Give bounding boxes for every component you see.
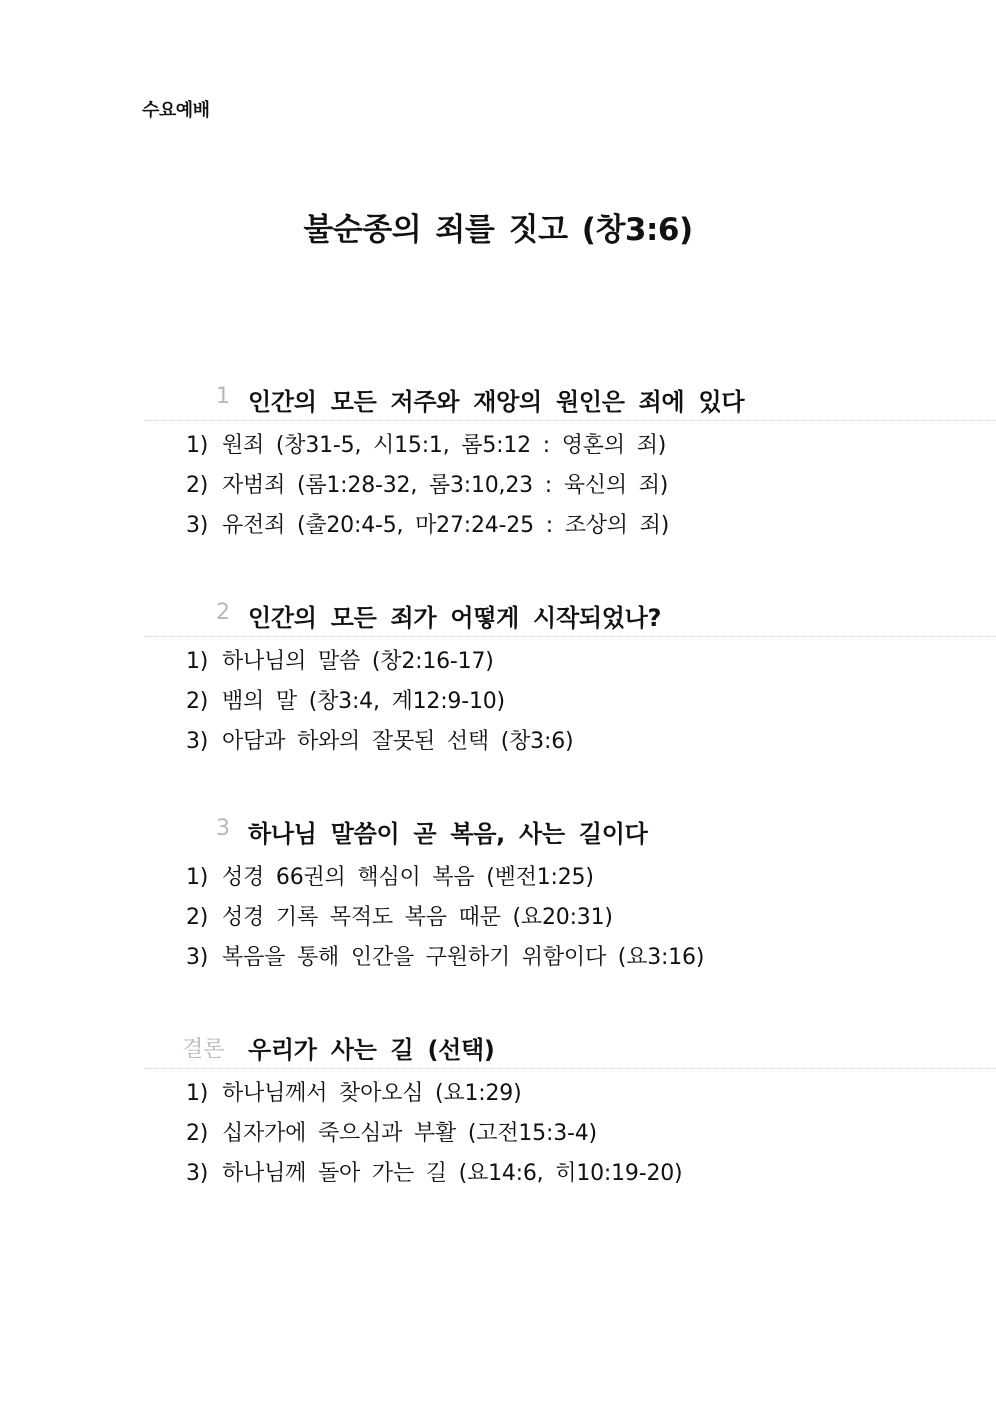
list-item xyxy=(186,426,669,466)
section-number: 1 xyxy=(216,384,230,409)
item-text: 아담과 하와의 잘못된 선택 (창3:6) xyxy=(222,729,574,754)
item-number: 1) xyxy=(186,649,209,674)
item-text: 하나님의 말씀 (창2:16-17) xyxy=(222,649,494,674)
item-number: 2) xyxy=(186,1121,209,1146)
item-number: 3) xyxy=(186,513,209,538)
section-items xyxy=(186,426,669,546)
item-number: 1) xyxy=(186,433,209,458)
item-text: 복음을 통해 인간을 구원하기 위함이다 (요3:16) xyxy=(222,945,705,970)
section-divider xyxy=(144,636,996,637)
item-text: 성경 기록 목적도 복음 때문 (요20:31) xyxy=(222,905,613,930)
list-item xyxy=(186,506,669,546)
section-items xyxy=(186,1074,682,1194)
item-text: 유전죄 (출20:4-5, 마27:24-25 : 조상의 죄) xyxy=(222,513,670,538)
item-number: 1) xyxy=(186,1081,209,1106)
list-item xyxy=(186,642,573,682)
list-item xyxy=(186,898,704,938)
header-label: 수요예배 xyxy=(142,100,210,121)
item-number: 1) xyxy=(186,865,209,890)
section-heading xyxy=(0,378,996,418)
item-text: 자범죄 (롬1:28-32, 롬3:10,23 : 육신의 죄) xyxy=(222,473,669,498)
section-number: 결론 xyxy=(182,1037,225,1062)
section-3 xyxy=(0,810,996,970)
list-item xyxy=(186,1114,682,1154)
item-number: 3) xyxy=(186,1161,209,1186)
section-divider xyxy=(144,1068,996,1069)
item-text: 십자가에 죽으심과 부활 (고전15:3-4) xyxy=(222,1121,597,1146)
item-text: 뱀의 말 (창3:4, 계12:9-10) xyxy=(222,689,505,714)
list-item xyxy=(186,682,573,722)
list-item xyxy=(186,466,669,506)
section-items xyxy=(186,858,704,978)
section-items xyxy=(186,642,573,762)
section-conclusion xyxy=(0,1026,996,1186)
section-divider xyxy=(144,420,996,421)
section-number: 2 xyxy=(216,600,230,625)
item-text: 하나님께서 찾아오심 (요1:29) xyxy=(222,1081,522,1106)
item-number: 2) xyxy=(186,689,209,714)
section-title: 우리가 사는 길 (선택) xyxy=(248,1036,495,1064)
section-heading xyxy=(0,1026,996,1066)
list-item xyxy=(186,858,704,898)
section-heading xyxy=(0,810,996,850)
item-text: 하나님께 돌아 가는 길 (요14:6, 히10:19-20) xyxy=(222,1161,683,1186)
section-1 xyxy=(0,378,996,538)
list-item xyxy=(186,1074,682,1114)
item-text: 성경 66권의 핵심이 복음 (벧전1:25) xyxy=(222,865,594,890)
item-number: 2) xyxy=(186,473,209,498)
section-2 xyxy=(0,594,996,754)
list-item xyxy=(186,722,573,762)
section-heading xyxy=(0,594,996,634)
section-title: 인간의 모든 죄가 어떻게 시작되었나? xyxy=(248,604,662,632)
item-text: 원죄 (창31-5, 시15:1, 롬5:12 : 영혼의 죄) xyxy=(222,433,667,458)
page-title: 불순종의 죄를 짓고 (창3:6) xyxy=(303,212,693,248)
list-item xyxy=(186,1154,682,1194)
item-number: 3) xyxy=(186,729,209,754)
item-number: 2) xyxy=(186,905,209,930)
item-number: 3) xyxy=(186,945,209,970)
section-number: 3 xyxy=(216,816,230,841)
section-title: 인간의 모든 저주와 재앙의 원인은 죄에 있다 xyxy=(248,388,745,416)
section-title: 하나님 말씀이 곧 복음, 사는 길이다 xyxy=(248,820,648,848)
list-item xyxy=(186,938,704,978)
